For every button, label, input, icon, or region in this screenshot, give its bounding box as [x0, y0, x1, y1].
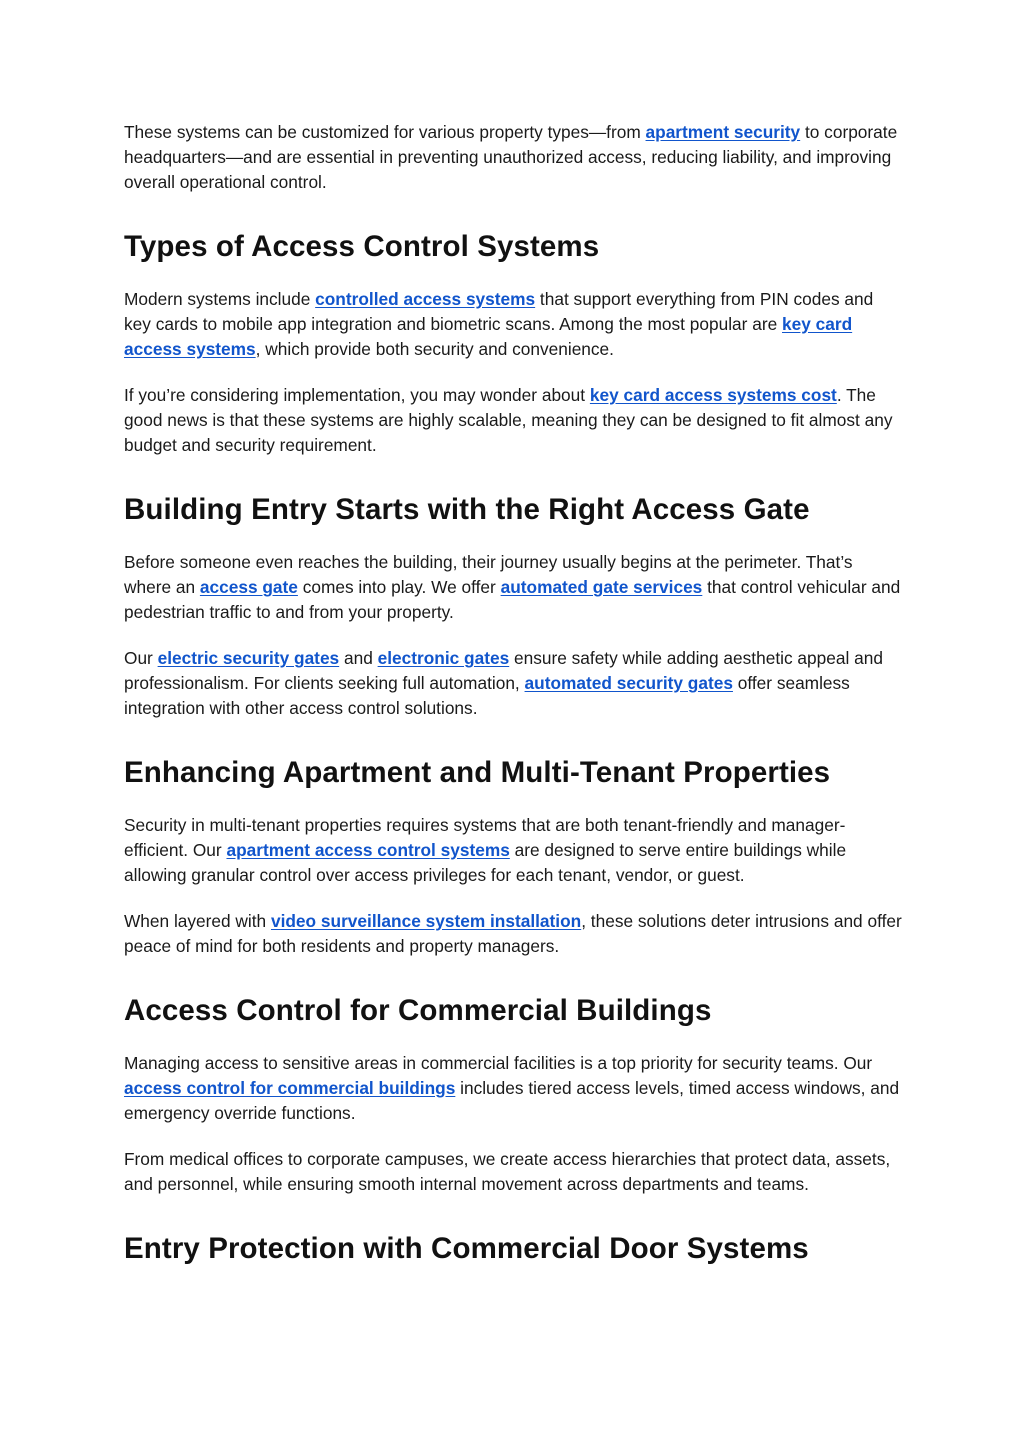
- link-electronic-gates[interactable]: electronic gates: [377, 648, 510, 668]
- text-run: Modern systems include: [124, 289, 316, 309]
- text-run: and: [339, 648, 378, 668]
- text-run: that control vehicular and pedestrian traffic to and from your property.: [124, 577, 901, 622]
- link-controlled-access-systems[interactable]: controlled access systems: [315, 289, 536, 309]
- apartment-paragraph-1: [124, 813, 904, 888]
- link-electric-security-gates[interactable]: electric security gates: [157, 648, 340, 668]
- heading-building-entry-access-gate: Building Entry Starts with the Right Access Gate: [124, 493, 810, 526]
- gate-paragraph-2: [124, 646, 904, 721]
- text-run: Our: [124, 648, 158, 668]
- text-run: includes tiered access levels, timed access windows, and emergency override functions.: [124, 1078, 900, 1123]
- commercial-paragraph-2: [124, 1147, 904, 1197]
- text-run: These systems can be customized for various property types—from: [124, 122, 646, 142]
- text-run: are designed to serve entire buildings while allowing granular control over access privileges for each tenant, vendor, or guest.: [124, 840, 847, 885]
- text-run: offer seamless integration with other access control solutions.: [124, 673, 850, 718]
- text-run: Before someone even reaches the building, their journey usually begins at the perimeter. That’s where an: [124, 552, 853, 597]
- intro-paragraph: [124, 120, 904, 195]
- text-run: When layered with: [124, 911, 271, 931]
- heading-commercial-door-systems: Entry Protection with Commercial Door Systems: [124, 1232, 809, 1265]
- text-run: Managing access to sensitive areas in commercial facilities is a top priority for security teams. Our: [124, 1053, 873, 1073]
- text-run: ensure safety while adding aesthetic appeal and professionalism. For clients seeking full automation,: [124, 648, 883, 693]
- link-video-surveillance-installation[interactable]: video surveillance system installation: [270, 911, 582, 931]
- apartment-paragraph-2: [124, 909, 904, 959]
- link-apartment-access-control-systems[interactable]: apartment access control systems: [226, 840, 510, 860]
- link-access-gate[interactable]: access gate: [199, 577, 298, 597]
- gate-paragraph-1: [124, 550, 904, 625]
- text-run: comes into play. We offer: [297, 577, 501, 597]
- text-run: From medical offices to corporate campuses, we create access hierarchies that protect data, assets, and personnel, while ensuring smooth internal movement across departments and teams.: [124, 1149, 891, 1194]
- link-apartment-security[interactable]: apartment security: [645, 122, 801, 142]
- commercial-paragraph-1: [124, 1051, 904, 1126]
- text-run: , these solutions deter intrusions and offer peace of mind for both residents and property managers.: [124, 911, 902, 956]
- link-key-card-access-systems-cost[interactable]: key card access systems cost: [589, 385, 837, 405]
- link-automated-security-gates[interactable]: automated security gates: [524, 673, 733, 693]
- types-paragraph-2: [124, 383, 904, 458]
- document-page: [124, 120, 904, 1289]
- link-key-card-access-systems[interactable]: key card access systems: [124, 314, 853, 359]
- heading-commercial-buildings: Access Control for Commercial Buildings: [124, 994, 712, 1027]
- text-run: If you’re considering implementation, you may wonder about: [124, 385, 590, 405]
- text-run: that support everything from PIN codes and key cards to mobile app integration and biometric scans. Among the most popular are: [124, 289, 874, 334]
- heading-types-of-access-control: Types of Access Control Systems: [124, 230, 600, 263]
- text-run: , which provide both security and convenience.: [255, 339, 614, 359]
- text-run: . The good news is that these systems are highly scalable, meaning they can be designed to fit almost any budget and security requirement.: [124, 385, 893, 455]
- link-automated-gate-services[interactable]: automated gate services: [500, 577, 703, 597]
- text-run: Security in multi-tenant properties requires systems that are both tenant-friendly and manager-efficient. Our: [124, 815, 846, 860]
- link-access-control-commercial-buildings[interactable]: access control for commercial buildings: [124, 1078, 456, 1098]
- types-paragraph-1: [124, 287, 904, 362]
- heading-apartment-multi-tenant: Enhancing Apartment and Multi-Tenant Properties: [124, 756, 831, 789]
- text-run: to corporate headquarters—and are essential in preventing unauthorized access, reducing liability, and improving overall operational control.: [124, 122, 898, 192]
